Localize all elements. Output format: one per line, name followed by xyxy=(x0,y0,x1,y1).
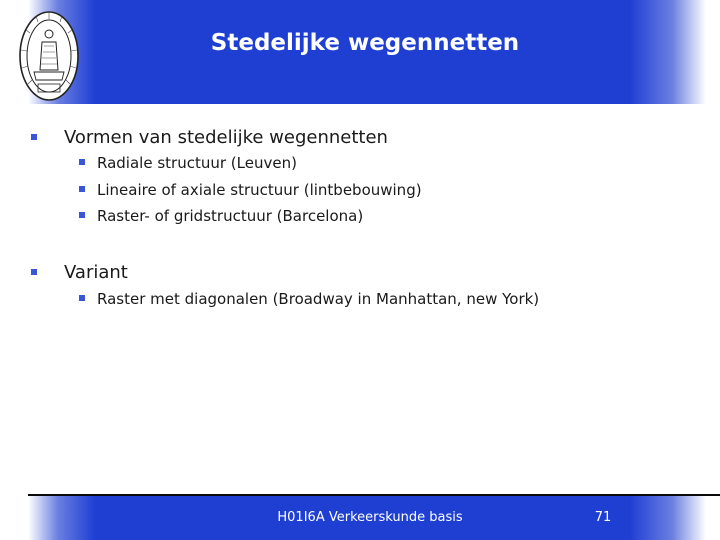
footer-course: H01I6A Verkeerskunde basis xyxy=(277,510,463,525)
sub-bullet-marker xyxy=(79,295,85,301)
sub-bullet-marker xyxy=(79,186,85,192)
sub-bullet-marker xyxy=(79,212,85,218)
sub-bullet-marker xyxy=(79,159,85,165)
page-number: 71 xyxy=(594,510,612,525)
slide-title: Stedelijke wegennetten xyxy=(210,30,520,56)
sub-bullet-text: Lineaire of axiale structuur (lintbebouwing) xyxy=(97,181,422,199)
sub-bullet-text: Radiale structuur (Leuven) xyxy=(97,154,297,172)
bullet-marker xyxy=(31,134,37,140)
bullet-variant xyxy=(64,262,128,283)
sub-bullet-text: Raster met diagonalen (Broadway in Manhattan, new York) xyxy=(97,290,540,308)
sub-bullet-lineaire xyxy=(97,181,422,199)
sub-bullet-diagonalen xyxy=(97,290,539,308)
footer-divider xyxy=(28,494,720,496)
sub-bullet-radiale xyxy=(97,154,297,172)
bullet-vormen xyxy=(64,127,388,148)
bullet-text: Vormen van stedelijke wegennetten xyxy=(64,127,388,148)
sub-bullet-raster xyxy=(97,207,363,225)
sub-bullet-text: Raster- of gridstructuur (Barcelona) xyxy=(97,207,364,225)
bullet-marker xyxy=(31,269,37,275)
bullet-text: Variant xyxy=(64,262,128,283)
